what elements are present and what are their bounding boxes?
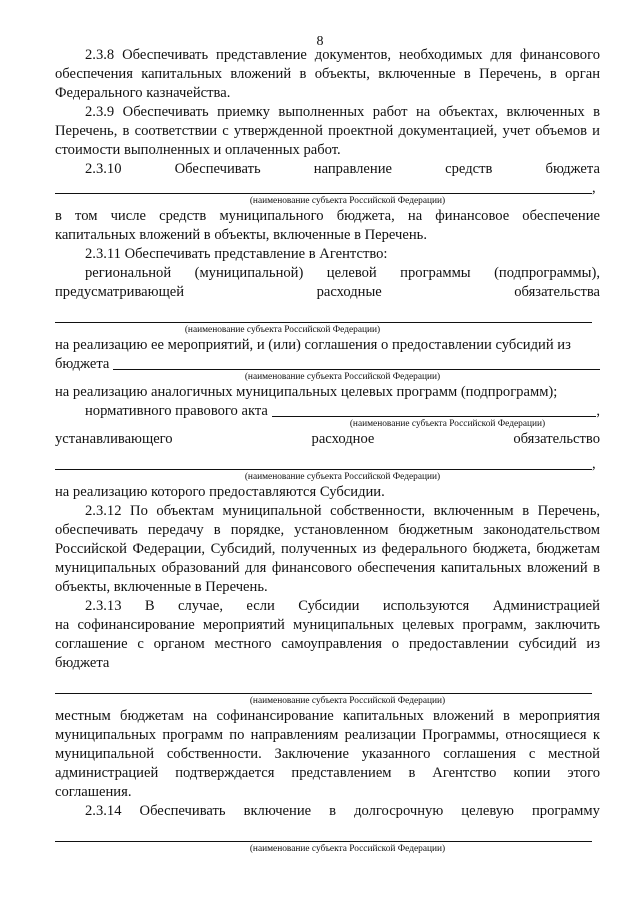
underline — [55, 469, 592, 470]
word: устанавливающего — [55, 431, 173, 447]
word: программу — [531, 803, 600, 819]
field-caption: (наименование субъекта Российской Федерации) — [249, 844, 446, 854]
word: случае, — [178, 598, 223, 614]
word: региональной — [85, 265, 172, 281]
word: обязательство — [513, 431, 600, 447]
comma: , — [596, 403, 600, 419]
underline — [55, 193, 592, 194]
word: целевой — [326, 265, 377, 281]
word: 2.3.10 — [85, 161, 122, 177]
word: используются — [382, 598, 470, 614]
comma: , — [592, 456, 596, 472]
clause-2-3-13-cont: на софинансирование мероприятий муниципальных целевых программ, заключить соглашение с органом местного самоуправления о предоставлении субсидий из бюджета — [55, 617, 600, 671]
clause-2-3-11-line2 — [55, 283, 600, 302]
word: (подпрограммы), — [494, 265, 600, 281]
clause-2-3-13-line — [55, 597, 600, 616]
word: целевую — [461, 803, 514, 819]
word: в — [329, 803, 337, 819]
clause-2-3-11-cont3: на реализацию которого предоставляются Субсидии. — [55, 484, 385, 500]
word: обязательства — [514, 284, 600, 300]
word: Администрацией — [492, 598, 600, 614]
document-body — [55, 46, 600, 855]
word: (муниципальной) — [194, 265, 304, 281]
field-caption: (наименование субъекта Российской Федерации) — [249, 696, 446, 706]
underline — [272, 416, 596, 417]
word: расходные — [316, 284, 382, 300]
word: включение — [243, 803, 312, 819]
word: Обеспечивать — [174, 161, 261, 177]
word: 2.3.14 — [85, 803, 122, 819]
clause-2-3-9: 2.3.9 Обеспечивать приемку выполненных работ на объектах, включенных в Перечень, в соответствии с утвержденной проектной документацией, учет объемов и стоимости выполненных и оплаченных работ. — [55, 104, 600, 158]
word: В — [144, 598, 155, 614]
underline — [55, 322, 592, 323]
clause-2-3-11-cont2: на реализацию аналогичных муниципальных целевых программ (подпрограмм); — [55, 384, 558, 400]
clause-2-3-10-cont: в том числе средств муниципального бюджета, на финансовое обеспечение капитальных вложений в объекты, включенные в Перечень. — [55, 208, 600, 243]
word: Обеспечивать — [139, 803, 226, 819]
field-caption: (наименование субъекта Российской Федерации) — [244, 472, 441, 482]
underline — [55, 693, 592, 694]
word: расходное — [311, 431, 375, 447]
clause-2-3-13-cont2: местным бюджетам на софинансирование капитальных вложений в мероприятия муниципальных программ по направлениям реализации Программы, относящиеся к муниципальной собственности. Заключение указанного соглашения с местной администрацией подтверждается представлением в Агентство копии этого соглашения. — [55, 708, 600, 800]
word: если — [246, 598, 275, 614]
comma: , — [592, 180, 596, 196]
word: направление — [313, 161, 393, 177]
word: 2.3.13 — [85, 598, 122, 614]
word: предусматривающей — [55, 284, 185, 300]
clause-2-3-11-line1 — [55, 264, 600, 283]
word: Субсидии — [298, 598, 360, 614]
field-caption: (наименование субъекта Российской Федерации) — [349, 419, 546, 429]
clause-2-3-10-line — [55, 160, 600, 179]
word: долгосрочную — [354, 803, 444, 819]
underline — [113, 369, 600, 370]
field-caption: (наименование субъекта Российской Федерации) — [244, 372, 441, 382]
clause-2-3-11: 2.3.11 Обеспечивать представление в Агентство: — [85, 246, 388, 262]
budget-label: бюджета — [55, 356, 110, 372]
clause-2-3-11-cont1: на реализацию ее мероприятий, и (или) соглашения о предоставлении субсидий из — [55, 337, 571, 353]
field-caption: (наименование субъекта Российской Федерации) — [249, 196, 446, 206]
page-number: 8 — [316, 34, 324, 49]
word: средств — [445, 161, 493, 177]
norm-act-label: нормативного правового акта — [85, 403, 268, 419]
clause-2-3-11-line3 — [55, 430, 600, 449]
underline — [55, 841, 592, 842]
field-caption: (наименование субъекта Российской Федерации) — [184, 325, 381, 335]
clause-2-3-8: 2.3.8 Обеспечивать представление документов, необходимых для финансового обеспечения капитальных вложений в объекты, включенные в Перечень, в орган Федерального казначейства. — [55, 47, 600, 101]
clause-2-3-14-line — [55, 802, 600, 821]
clause-2-3-12: 2.3.12 По объектам муниципальной собственности, включенным в Перечень, обеспечивать передачу в порядке, установленном бюджетным законодательством Российской Федерации, Субсидий, полученных из федерального бюджета, бюджетам муниципальных образований для финансового обеспечения капитальных вложений в объекты, включенные в Перечень. — [55, 503, 600, 595]
word: программы — [400, 265, 471, 281]
word: бюджета — [545, 161, 600, 177]
